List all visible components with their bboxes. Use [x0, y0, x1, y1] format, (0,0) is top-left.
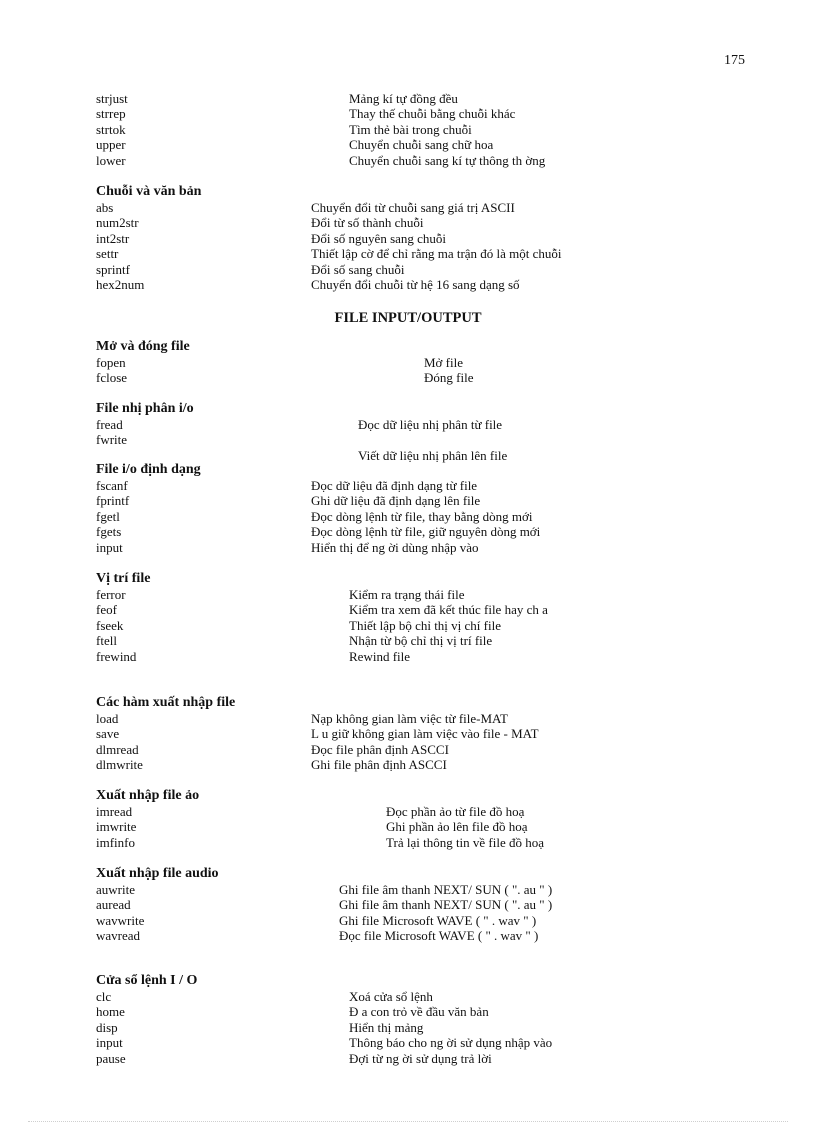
- function-name: save: [96, 726, 120, 742]
- function-name: abs: [96, 200, 114, 215]
- function-description: Đọc file Microsoft WAVE ( " . wav " ): [339, 928, 539, 944]
- function-name: settr: [96, 246, 119, 262]
- section-import-export: [96, 695, 716, 773]
- function-row: [96, 215, 716, 230]
- section-title: FILE INPUT/OUTPUT: [334, 310, 482, 326]
- function-row: [96, 153, 716, 168]
- function-description: L u giữ không gian làm việc vào file - MAT: [311, 726, 539, 742]
- function-description: Hiển thị để ng ời dùng nhập vào: [311, 539, 479, 555]
- function-name: input: [96, 539, 123, 555]
- function-name: lower: [96, 152, 126, 168]
- function-name: fclose: [96, 370, 128, 386]
- function-name: num2str: [96, 215, 139, 231]
- section-binary-io: [96, 401, 716, 463]
- function-row: [96, 633, 716, 648]
- function-description: Thiết lập bộ chỉ thị vị chí file: [349, 617, 501, 633]
- function-row: [96, 231, 716, 246]
- section-heading: Cửa sổ lệnh I / O: [96, 973, 198, 988]
- section-heading: Xuất nhập file audio: [96, 866, 219, 881]
- function-name: hex2num: [96, 276, 145, 292]
- function-row: [96, 835, 716, 850]
- function-name: strtok: [96, 121, 126, 137]
- function-row: [96, 417, 716, 432]
- function-name: upper: [96, 137, 126, 153]
- section-audio-io: [96, 866, 716, 944]
- function-name: input: [96, 1035, 123, 1051]
- function-description: Nhận từ bộ chỉ thị vị trí file: [349, 633, 493, 649]
- function-description: Kiểm tra xem đã kết thúc file hay ch a: [349, 602, 548, 618]
- function-description: Chuyển đổi từ chuỗi sang giá trị ASCII: [311, 200, 515, 215]
- function-description: Đợi từ ng ời sử dụng trả lời: [349, 1050, 492, 1066]
- function-row: [96, 122, 716, 137]
- function-description: Ghi file âm thanh NEXT/ SUN ( ". au " ): [339, 897, 553, 913]
- function-row: [96, 742, 716, 757]
- section-image-io: [96, 788, 716, 850]
- function-description: Đ a con trỏ về đầu văn bản: [349, 1004, 489, 1020]
- function-description: Tìm thẻ bài trong chuỗi: [349, 121, 472, 137]
- function-name: int2str: [96, 230, 130, 246]
- function-name: auread: [96, 897, 131, 913]
- function-row: [96, 493, 716, 508]
- function-description: Đổi số nguyên sang chuỗi: [311, 230, 447, 246]
- function-row: [96, 1035, 716, 1050]
- function-row: [96, 804, 716, 819]
- function-row: [96, 91, 716, 106]
- function-row: [96, 928, 716, 943]
- function-row: [96, 649, 716, 664]
- function-description: Ghi file phân định ASCCI: [311, 757, 447, 773]
- function-description: Đọc file phân định ASCCI: [311, 741, 449, 757]
- section-file-position: [96, 571, 716, 664]
- function-row: [96, 602, 716, 617]
- function-row: [96, 370, 716, 385]
- function-name: fopen: [96, 355, 126, 370]
- function-description: Hiển thị mảng: [349, 1019, 424, 1035]
- section-strings: [96, 184, 716, 292]
- function-row: [96, 524, 716, 539]
- function-description: Rewind file: [349, 648, 411, 664]
- function-row: [96, 913, 716, 928]
- function-description: Trả lại thông tin về file đồ hoạ: [386, 834, 545, 850]
- function-name: ftell: [96, 633, 117, 649]
- function-description: Đóng file: [424, 370, 474, 386]
- function-description: Nạp không gian làm việc từ file-MAT: [311, 711, 508, 726]
- function-description: Kiểm ra trạng thái file: [349, 587, 465, 602]
- function-name: home: [96, 1004, 125, 1020]
- function-name: frewind: [96, 648, 137, 664]
- function-row: [96, 262, 716, 277]
- function-row: [96, 1020, 716, 1035]
- function-description: Thay thế chuỗi bằng chuỗi khác: [349, 106, 516, 122]
- function-row: [96, 540, 716, 555]
- section-open-close: [96, 339, 716, 386]
- function-name: dlmread: [96, 741, 139, 757]
- function-description: Đọc dữ liệu nhị phân từ file: [358, 417, 503, 432]
- function-description: Đọc phần ảo từ file đồ hoạ: [386, 804, 525, 819]
- function-description: Thiết lập cờ để chỉ rằng ma trận đó là một chuỗi: [311, 246, 562, 262]
- section-command-window: [96, 973, 716, 1066]
- function-description: Ghi file âm thanh NEXT/ SUN ( ". au " ): [339, 882, 553, 897]
- function-row: [96, 355, 716, 370]
- function-name: dlmwrite: [96, 757, 143, 773]
- function-name: imwrite: [96, 819, 137, 835]
- function-description: Đọc dòng lệnh từ file, thay bằng dòng mới: [311, 508, 533, 524]
- section-heading: Các hàm xuất nhập file: [96, 695, 236, 710]
- function-row: [96, 246, 716, 261]
- function-name: strrep: [96, 106, 126, 122]
- function-row: [96, 509, 716, 524]
- function-name: sprintf: [96, 261, 130, 277]
- function-name: fprintf: [96, 493, 130, 509]
- function-name: disp: [96, 1019, 118, 1035]
- function-name: auwrite: [96, 882, 135, 897]
- section-heading: Vị trí file: [96, 571, 151, 586]
- function-description: Ghi dữ liệu đã định dạng lên file: [311, 493, 481, 509]
- function-name: clc: [96, 989, 112, 1004]
- section-heading: Chuỗi và văn bản: [96, 184, 202, 199]
- function-row: [96, 618, 716, 633]
- function-description: Mở file: [424, 355, 464, 370]
- function-row: [96, 711, 716, 726]
- function-name: fgets: [96, 524, 122, 540]
- function-description: Mảng kí tự đồng đều: [349, 91, 458, 106]
- function-description: Đọc dữ liệu đã định dạng từ file: [311, 478, 478, 493]
- function-row: [96, 478, 716, 493]
- function-row: [96, 882, 716, 897]
- function-description: Chuyển chuỗi sang chữ hoa: [349, 137, 494, 153]
- function-description: Thông báo cho ng ời sử dụng nhập vào: [349, 1035, 553, 1051]
- function-row: [96, 1004, 716, 1019]
- function-description: Xoá cửa sổ lệnh: [349, 989, 433, 1004]
- section-heading: Xuất nhập file ảo: [96, 788, 200, 803]
- section-heading: File i/o định dạng: [96, 462, 201, 477]
- function-name: fscanf: [96, 478, 128, 493]
- function-name: imread: [96, 804, 133, 819]
- section-formatted-io: [96, 462, 716, 555]
- function-description: Đổi số sang chuỗi: [311, 261, 405, 277]
- function-description: Đọc dòng lệnh từ file, giữ nguyên dòng mới: [311, 524, 541, 540]
- function-row: [96, 897, 716, 912]
- function-description: Ghi file Microsoft WAVE ( " . wav " ): [339, 912, 537, 928]
- function-description: Ghi phần ảo lên file đồ hoạ: [386, 819, 528, 835]
- section-heading: File nhị phân i/o: [96, 401, 194, 416]
- function-name: strjust: [96, 91, 128, 106]
- function-row: [96, 200, 716, 215]
- function-row: [96, 1051, 716, 1066]
- function-row: [96, 989, 716, 1004]
- function-name: imfinfo: [96, 834, 135, 850]
- function-name: ferror: [96, 587, 126, 602]
- function-name: fwrite: [96, 432, 128, 448]
- function-name: fgetl: [96, 508, 120, 524]
- function-row: [96, 277, 716, 292]
- function-name: pause: [96, 1050, 126, 1066]
- function-name: fread: [96, 417, 123, 432]
- function-row: [96, 432, 716, 447]
- function-description: Viết dữ liệu nhị phân lên file: [358, 447, 508, 463]
- section-commands: [96, 91, 716, 168]
- function-row: [96, 448, 716, 463]
- function-name: fseek: [96, 617, 124, 633]
- function-name: wavread: [96, 928, 141, 944]
- function-row: [96, 587, 716, 602]
- function-name: feof: [96, 602, 117, 618]
- function-name: wavwrite: [96, 912, 145, 928]
- function-row: [96, 726, 716, 741]
- function-description: Đổi từ số thành chuỗi: [311, 215, 424, 231]
- function-row: [96, 819, 716, 834]
- function-row: [96, 757, 716, 772]
- page-number: 175: [724, 53, 745, 68]
- function-row: [96, 106, 716, 121]
- footer-divider: [28, 1121, 788, 1122]
- function-description: Chuyển đổi chuỗi từ hệ 16 sang dạng số: [311, 276, 520, 292]
- function-row: [96, 137, 716, 152]
- function-description: Chuyển chuỗi sang kí tự thông th ờng: [349, 152, 546, 168]
- function-name: load: [96, 711, 119, 726]
- section-heading: Mở và đóng file: [96, 339, 190, 354]
